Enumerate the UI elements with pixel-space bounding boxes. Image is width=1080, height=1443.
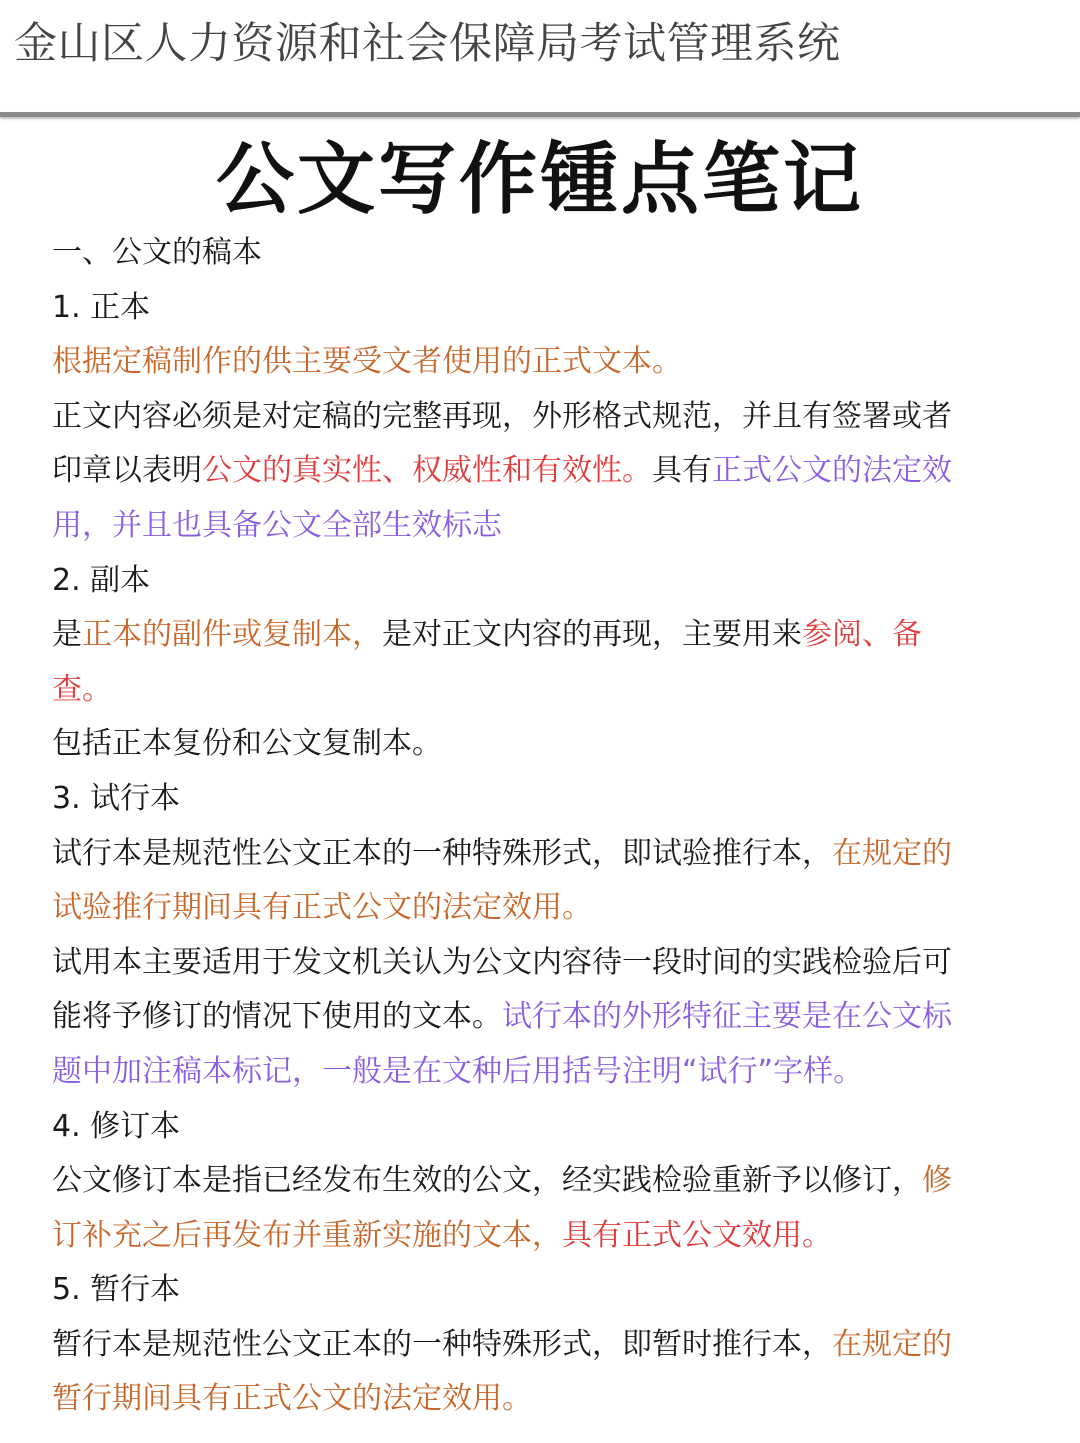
text-segment-red: 具有正式公文效用。 (562, 1217, 832, 1253)
text-line (52, 717, 1032, 772)
text-segment-orange: 试验推行期间具有正式公文的法定效用。 (52, 890, 592, 926)
text-segment-black: 公文修订本是指已经发布生效的公文，经实践检验重新予以修订， (52, 1163, 922, 1199)
text-line (52, 499, 1032, 554)
text-line (52, 1372, 1032, 1427)
text-line (52, 1263, 1032, 1318)
text-line (52, 1100, 1032, 1155)
text-segment-orange: 根据定稿制作的供主要受文者使用的正式文本。 (52, 344, 682, 380)
app-header (0, 0, 1080, 112)
text-line (52, 1154, 1032, 1209)
text-line (52, 772, 1032, 827)
text-segment-orange: 订补充之后再发布并重新实施的文本， (52, 1217, 562, 1253)
text-line (52, 554, 1032, 609)
text-segment-red: 参阅、备 (802, 617, 922, 653)
text-segment-black: 5. 暂行本 (52, 1272, 181, 1308)
text-line (52, 444, 1032, 499)
text-segment-black: 具有 (652, 453, 712, 489)
text-line (52, 1318, 1032, 1373)
text-segment-black: 试用本主要适用于发文机关认为公文内容待一段时间的实践检验后可 (52, 944, 952, 980)
text-line (52, 881, 1032, 936)
text-segment-black: 能将予修订的情况下使用的文本。 (52, 999, 502, 1035)
document-title: 公文写作锺点笔记 (215, 135, 864, 225)
text-segment-black: 1. 正本 (52, 289, 151, 325)
text-line (52, 663, 1032, 718)
document-body (52, 226, 1032, 1427)
text-segment-purple: 试行本的外形特征主要是在公文标 (502, 999, 952, 1035)
header-divider (0, 112, 1080, 117)
text-line (52, 1045, 1032, 1100)
text-segment-black: 试行本是规范性公文正本的一种特殊形式，即试验推行本， (52, 835, 832, 871)
text-segment-purple: 题中加注稿本标记，一般是在文种后用括号注明“试行”字样。 (52, 1053, 864, 1089)
text-line (52, 390, 1032, 445)
text-segment-orange: 修 (922, 1163, 952, 1199)
text-segment-orange: 在规定的 (832, 835, 952, 871)
text-line (52, 827, 1032, 882)
app-title: 金山区人力资源和社会保障局考试管理系统 (14, 19, 841, 69)
text-segment-black: 4. 修订本 (52, 1108, 181, 1144)
text-segment-black: 一、公文的稿本 (52, 235, 262, 270)
text-segment-black: 是 (52, 617, 82, 653)
text-segment-black: 是对正文内容的再现，主要用来 (382, 617, 802, 653)
text-segment-orange: 暂行期间具有正式公文的法定效用。 (52, 1381, 532, 1417)
text-segment-orange: 正本的副件或复制本， (82, 617, 382, 653)
text-line (52, 608, 1032, 663)
text-segment-black: 包括正本复份和公文复制本。 (52, 726, 442, 762)
text-segment-red: 查。 (52, 671, 112, 707)
text-line (52, 281, 1032, 336)
text-segment-purple: 正式公文的法定效 (712, 453, 952, 489)
text-line (52, 936, 1032, 991)
text-segment-red: 公文的真实性、权威性和有效性。 (202, 453, 652, 489)
text-segment-black: 暂行本是规范性公文正本的一种特殊形式，即暂时推行本， (52, 1326, 832, 1362)
text-line (52, 1209, 1032, 1264)
text-segment-black: 正文内容必须是对定稿的完整再现，外形格式规范，并且有签署或者 (52, 398, 952, 434)
text-segment-black: 印章以表明 (52, 453, 202, 489)
text-segment-black: 2. 副本 (52, 562, 151, 598)
text-segment-orange: 在规定的 (832, 1326, 952, 1362)
text-line (52, 335, 1032, 390)
text-segment-purple: 用，并且也具备公文全部生效标志 (52, 507, 502, 543)
text-line (52, 990, 1032, 1045)
text-line (52, 226, 1032, 281)
text-segment-black: 3. 试行本 (52, 780, 181, 816)
